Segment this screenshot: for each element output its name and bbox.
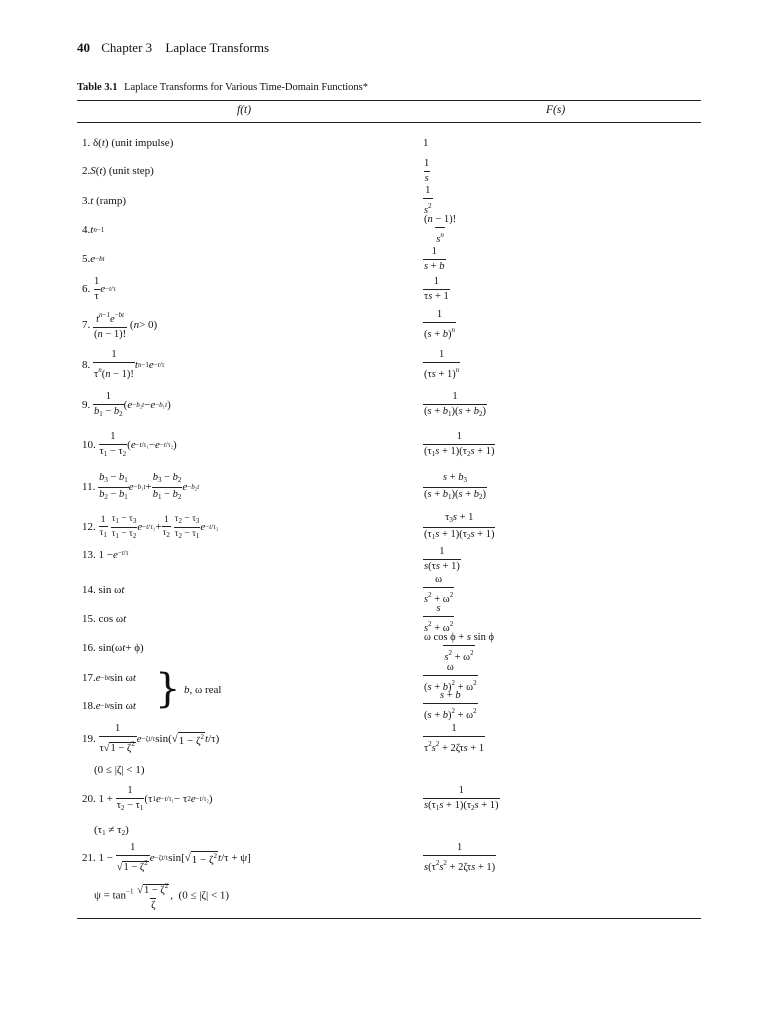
brace-symbol: } [155, 666, 181, 712]
table-header-rule [77, 122, 701, 123]
ft-cell: 19. 1 $\tau√1 - \zeta^2$ e −ζt/τ sin(√ $1 - \zeta^2$ t /τ) [82, 723, 220, 754]
fs-cell: $\tau_3s + 1$ $(\tau_1s + 1)(\tau_2s + 1)$ [424, 511, 495, 541]
ft-cell: 3. t (ramp) [82, 195, 126, 207]
ft-cell: 9. 1 $b_1 - b_2$ ( e −b₂t − e −b₁t ) [82, 390, 171, 418]
table-bottom-rule [77, 918, 701, 919]
table-row [0, 134, 768, 152]
table-row [0, 187, 768, 215]
ft-cell: 13. 1 − e −t/τ [82, 549, 129, 561]
fs-cell: ω cos ϕ + s sin ϕ $s^2 + \omega^2$ [424, 632, 494, 663]
table-row [0, 605, 768, 633]
fs-cell: 1 $s(\tau_1s + 1)(\tau_2s + 1)$ [424, 784, 499, 812]
ft-cell: 20. 1 + 1 $\tau_2 - \tau_1$ (τ 1 e −t/τ₁ − τ 2 e −t/τ₂ ) [82, 784, 213, 812]
fs-cell: $s + b_3$ $(s + b_1)(s + b_2)$ [424, 471, 487, 501]
fs-cell: 1 $s(\tau^2s^2 + 2\zeta\tau s + 1)$ [424, 842, 496, 873]
ft-cell: 14. sin ω t [82, 584, 125, 596]
table-row [0, 724, 768, 754]
table-row [0, 245, 768, 273]
table-row [0, 664, 768, 692]
row19-condition: (0 ≤ |ζ| < 1) [94, 764, 145, 776]
ft-cell: 6. 1 τ e −t/τ [82, 275, 116, 302]
chapter-title: Laplace Transforms [165, 40, 270, 55]
table-row [0, 692, 768, 720]
table-row [0, 512, 768, 542]
fs-cell: 1 s(τs + 1) [424, 545, 460, 572]
fs-cell: 1 s + b [424, 245, 445, 272]
table-row [0, 275, 768, 303]
ft-cell: 21. 1 − 1 $√1 - \zeta^2$ e −ζt/τ sin[√ $1 - \zeta^2$ t /τ + ψ] [82, 842, 251, 873]
table-row [0, 157, 768, 185]
fs-cell: 1 $(s + b_1)(s + b_2)$ [424, 390, 487, 418]
ft-cell: 8. 1 $\tau^n(n - 1)$! t n−1 e −t/τ [82, 349, 165, 380]
fs-cell: ω $s^2 + \omega^2$ [424, 574, 454, 605]
ft-cell: 18. e −bt sin ω t [82, 700, 136, 712]
table-row [0, 576, 768, 604]
fs-cell: s $s^2 + \omega^2$ [424, 603, 454, 634]
table-row [0, 216, 768, 244]
table-caption-text: Laplace Transforms for Various Time-Domain Functions* [124, 82, 369, 93]
fs-cell: 1 $(\tau_1s + 1)(\tau_2s + 1)$ [424, 430, 495, 458]
table-row [0, 472, 768, 502]
ft-cell: 4. t n−1 [82, 224, 105, 236]
table-row [0, 430, 768, 460]
column-header-fs: F(s) [546, 104, 566, 116]
table-row [0, 350, 768, 380]
ft-cell: 2. S ( t ) (unit step) [82, 165, 154, 177]
page-number: 40 [77, 40, 90, 55]
table-row [0, 545, 768, 573]
ft-cell: 17. e −bt sin ω t [82, 672, 136, 684]
ft-cell: 5. e −bt [82, 253, 105, 265]
fs-cell: (n − 1)! $s^n$ [424, 214, 457, 245]
table-row [0, 310, 768, 340]
fs-cell: s + b $(s + b)^2 + \omega^2$ [424, 690, 477, 721]
row21-psi-definition: $\psi = \tan^{-1}$ $\frac{√1 - \zeta^2}{\zeta}$ , (0 ≤ |ζ| < 1) [94, 882, 230, 911]
fs-cell: 1 $(\tau s + 1)^n$ [424, 349, 460, 380]
ft-cell: 11. $b_3 - b_1$ $b_2 - b_1$ e −b₁t + $b_3 - b_2$ $b_1 - b_2$ e −b₂t [82, 471, 200, 501]
table-row [0, 784, 768, 814]
chapter-label: Chapter 3 [101, 40, 153, 55]
brace-label: b, ω real [184, 684, 222, 696]
ft-cell: 1. δ( t ) (unit impulse) [82, 137, 174, 149]
ft-cell: 16. sin(ω t + ϕ) [82, 642, 144, 654]
fs-cell: 1 $\tau^2s^2 + 2\zeta\tau s + 1$ [424, 723, 485, 754]
row20-condition: $(\tau_1 \ne \tau_2)$ [94, 824, 129, 837]
table-label: Table 3.1 [77, 82, 118, 93]
ft-cell: 15. cos ω t [82, 613, 127, 625]
table-row [0, 843, 768, 873]
ft-cell: 12. 1 $\tau_1$ $\tau_1 - \tau_3$ $\tau_1 - \tau_2$ e −t/τ₁ + 1 $\tau_2$ $\tau_2 - \tau_3$ $\tau_2 - \tau_1$ e −t/τ₂ [82, 513, 219, 540]
ft-cell: 7. $t^{n-1}e^{-bt}$ (n − 1)! ( n > 0) [82, 311, 158, 340]
table-row [0, 390, 768, 420]
table-caption [77, 82, 368, 93]
fs-cell: 1 s [424, 157, 430, 184]
table-row [0, 634, 768, 662]
page-header [77, 40, 269, 56]
table-top-rule [77, 100, 701, 101]
fs-cell: 1 τs + 1 [424, 275, 449, 302]
column-header-ft: f(t) [237, 104, 252, 116]
ft-cell: 10. 1 $\tau_1 - \tau_2$ ( e −t/τ₁ − e −t/τ₂ ) [82, 430, 177, 458]
fs-cell: 1 $s^2$ [424, 185, 432, 216]
fs-cell: 1 $(s + b)^n$ [424, 309, 456, 340]
fs-cell: 1 [423, 137, 429, 149]
fs-cell: ω $(s + b)^2 + \omega^2$ [424, 662, 477, 693]
